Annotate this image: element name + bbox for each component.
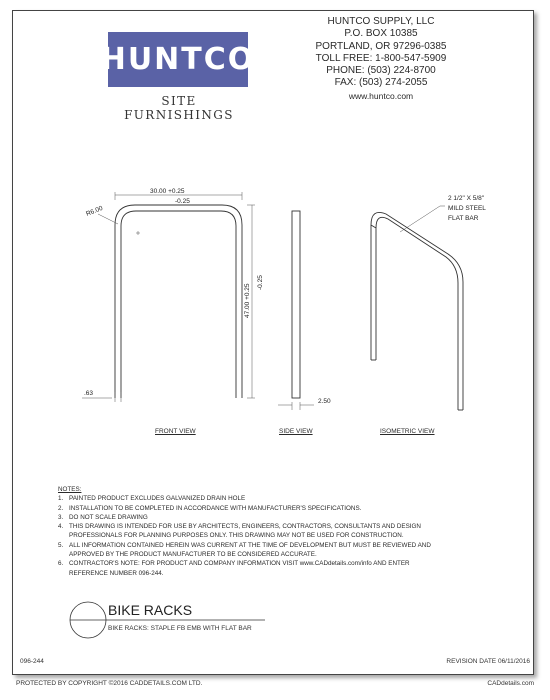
company-web[interactable]: www.huntco.com xyxy=(348,90,414,101)
material-shape: FLAT BAR xyxy=(448,215,479,222)
company-fax: FAX: (503) 274-2055 xyxy=(334,77,428,89)
front-view-rack xyxy=(115,205,242,398)
dim-side-width: 2.50 xyxy=(318,398,331,405)
side-view-dimensions xyxy=(278,402,314,410)
note-line: 3. DO NOT SCALE DRAWING xyxy=(58,513,148,521)
side-view-label: SIDE VIEW xyxy=(279,428,313,435)
note-line: 6. CONTRACTOR'S NOTE: FOR PRODUCT AND COMPANY INFORMATION VISIT www.CADdetails.com/info AND ENTER xyxy=(58,560,410,568)
revision-date: REVISION DATE 06/11/2016 xyxy=(446,658,530,665)
dim-height-top: 47.00 +0.25 xyxy=(244,283,251,318)
note-line: REFERENCE NUMBER 096-244. xyxy=(69,569,164,577)
material-type: MILD STEEL xyxy=(448,205,486,212)
note-line: 2. INSTALLATION TO BE COMPLETED IN ACCORDANCE WITH MANUFACTURER'S SPECIFICATIONS. xyxy=(58,504,362,512)
dim-radius: R6.00 xyxy=(85,204,104,218)
notes-heading: NOTES: xyxy=(58,486,82,493)
isometric-view-label: ISOMETRIC VIEW xyxy=(380,428,435,435)
logo-text: HUNTCO xyxy=(100,42,256,77)
copyright-footer: PROTECTED BY COPYRIGHT ©2016 CADDETAILS.COM LTD. xyxy=(16,680,203,687)
caddetails-link[interactable]: CADdetails.com xyxy=(487,680,534,687)
front-view-dimensions xyxy=(82,192,255,402)
company-box: P.O. BOX 10385 xyxy=(344,28,418,40)
drawing-subtitle: BIKE RACKS: STAPLE FB EMB WITH FLAT BAR xyxy=(108,625,252,632)
dim-width-top: 30.00 +0.25 xyxy=(150,188,185,195)
company-name: HUNTCO SUPPLY, LLC xyxy=(327,16,435,27)
reference-code: 096-244 xyxy=(20,658,44,665)
note-line: 5. ALL INFORMATION CONTAINED HEREIN WAS CURRENT AT THE TIME OF DEVELOPMENT BUT MUST BE REVIEWED AND xyxy=(58,541,431,549)
note-line: PROFESSIONALS FOR PLANNING PURPOSES ONLY. THIS DRAWING MAY NOT BE USED FOR CONSTRUCTION. xyxy=(69,532,404,540)
isometric-view-rack xyxy=(371,212,463,410)
material-leader xyxy=(400,206,445,232)
dim-height-bottom: -0.25 xyxy=(257,275,264,290)
note-line: APPROVED BY THE PRODUCT MANUFACTURER TO BE CONSIDERED ACCURATE. xyxy=(69,551,317,559)
company-tollfree: TOLL FREE: 1-800-547-5909 xyxy=(315,52,447,64)
notes-block xyxy=(58,485,438,578)
company-city: PORTLAND, OR 97296-0385 xyxy=(315,40,447,52)
material-size: 2 1/2" X 5/8" xyxy=(448,195,485,202)
company-phone: PHONE: (503) 224-8700 xyxy=(326,65,436,77)
dim-thickness: .63 xyxy=(84,390,94,397)
front-view-label: FRONT VIEW xyxy=(155,428,196,435)
logo-subtitle: SITE FURNISHINGS xyxy=(124,94,234,122)
dim-width-bottom: -0.25 xyxy=(175,198,190,205)
drawing-title: BIKE RACKS xyxy=(108,602,193,618)
note-line: 1. PAINTED PRODUCT EXCLUDES GALVANIZED DRAIN HOLE xyxy=(58,495,246,503)
side-view-bar xyxy=(292,211,300,398)
note-line: 4. THIS DRAWING IS INTENDED FOR USE BY ARCHITECTS, ENGINEERS, CONTRACTORS, CONSULTANTS AND DESIGN xyxy=(58,523,421,531)
